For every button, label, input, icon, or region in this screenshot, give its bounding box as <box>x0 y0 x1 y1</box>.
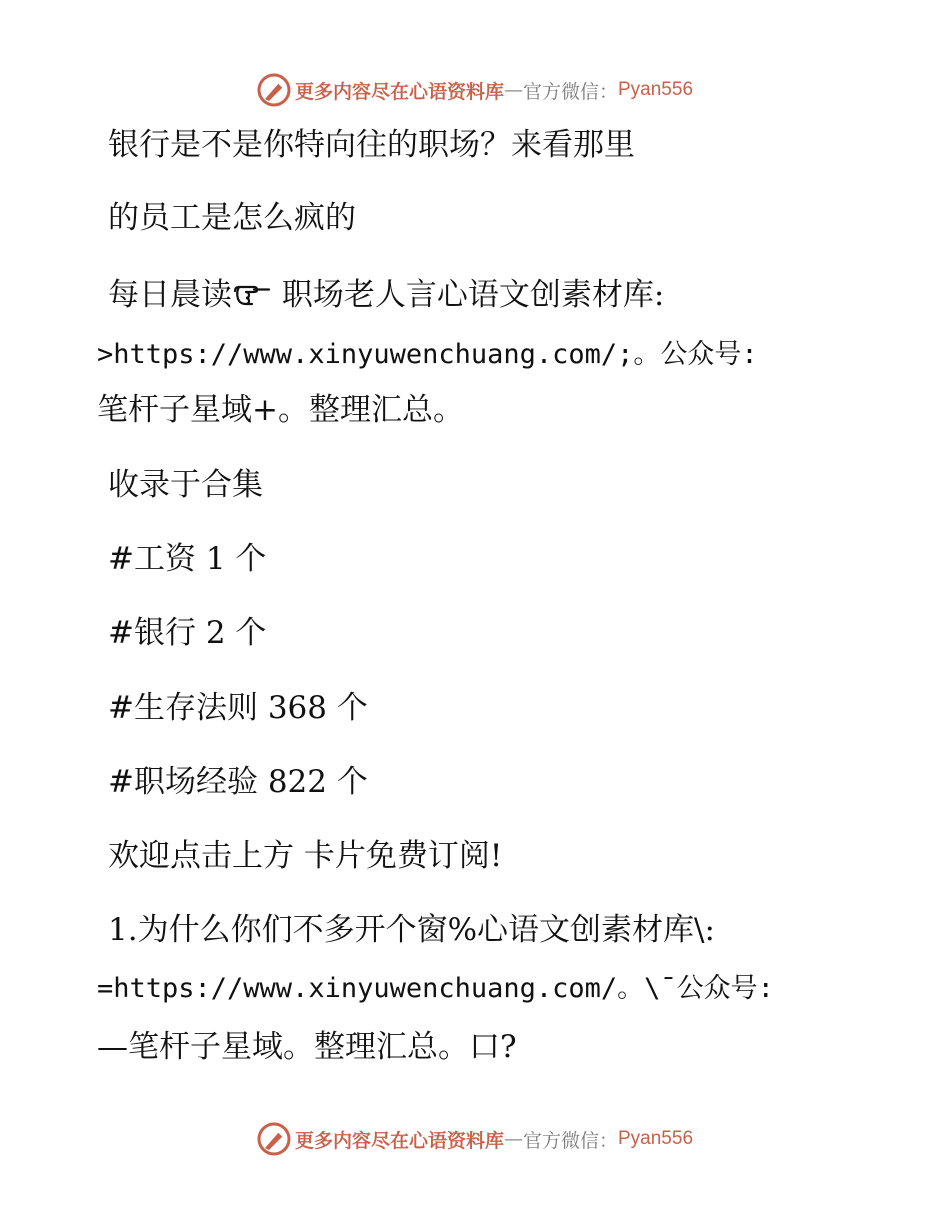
question-1-line-3: —笔杆子星域。整理汇总。口? <box>97 1029 517 1065</box>
banner-wechat-label: 官方微信： <box>522 80 618 103</box>
morning-read-prefix: 每日晨读 <box>108 277 232 313</box>
tag-item-survival-rules[interactable]: #生存法则 368 个 <box>108 690 368 726</box>
title-line-2: 的员工是怎么疯的 <box>108 200 356 236</box>
pointing-hand-icon <box>232 279 272 309</box>
morning-read-suffix: 职场老人言心语文创素材库: <box>272 277 665 313</box>
question-1-line-1: 1.为什么你们不多开个窗%心语文创素材库\: <box>108 912 715 948</box>
banner-dash: — <box>503 79 523 101</box>
banner-dash: — <box>503 1128 523 1150</box>
banner-wechat-id: Pyan556 <box>618 79 694 100</box>
pen-logo-icon <box>257 73 291 107</box>
tag-item-career-experience[interactable]: #职场经验 822 个 <box>108 764 368 800</box>
banner-wechat-label: 官方微信： <box>522 1129 618 1152</box>
question-1-line-2: =https://www.xinyuwenchuang.com/。\¯公众号: <box>97 973 774 1004</box>
banner-main-text: 更多内容尽在心语资料库 <box>294 80 504 103</box>
tag-item-salary[interactable]: #工资 1 个 <box>108 541 267 577</box>
subscribe-line: 欢迎点击上方 卡片免费订阅! <box>108 838 503 874</box>
morning-read-line <box>108 277 664 313</box>
pen-logo-icon <box>257 1122 291 1156</box>
title-line-1: 银行是不是你特向往的职场？来看那里 <box>108 127 635 163</box>
header-banner <box>0 70 950 110</box>
tag-item-bank[interactable]: #银行 2 个 <box>108 615 267 651</box>
banner-main-text: 更多内容尽在心语资料库 <box>294 1129 504 1152</box>
org-line-1: 笔杆子星域+。整理汇总。 <box>97 392 464 428</box>
url-line-1: >https://www.xinyuwenchuang.com/;。公众号: <box>97 339 758 370</box>
banner-wechat-id: Pyan556 <box>618 1128 694 1149</box>
collection-heading: 收录于合集 <box>108 467 263 503</box>
footer-banner <box>0 1119 950 1159</box>
